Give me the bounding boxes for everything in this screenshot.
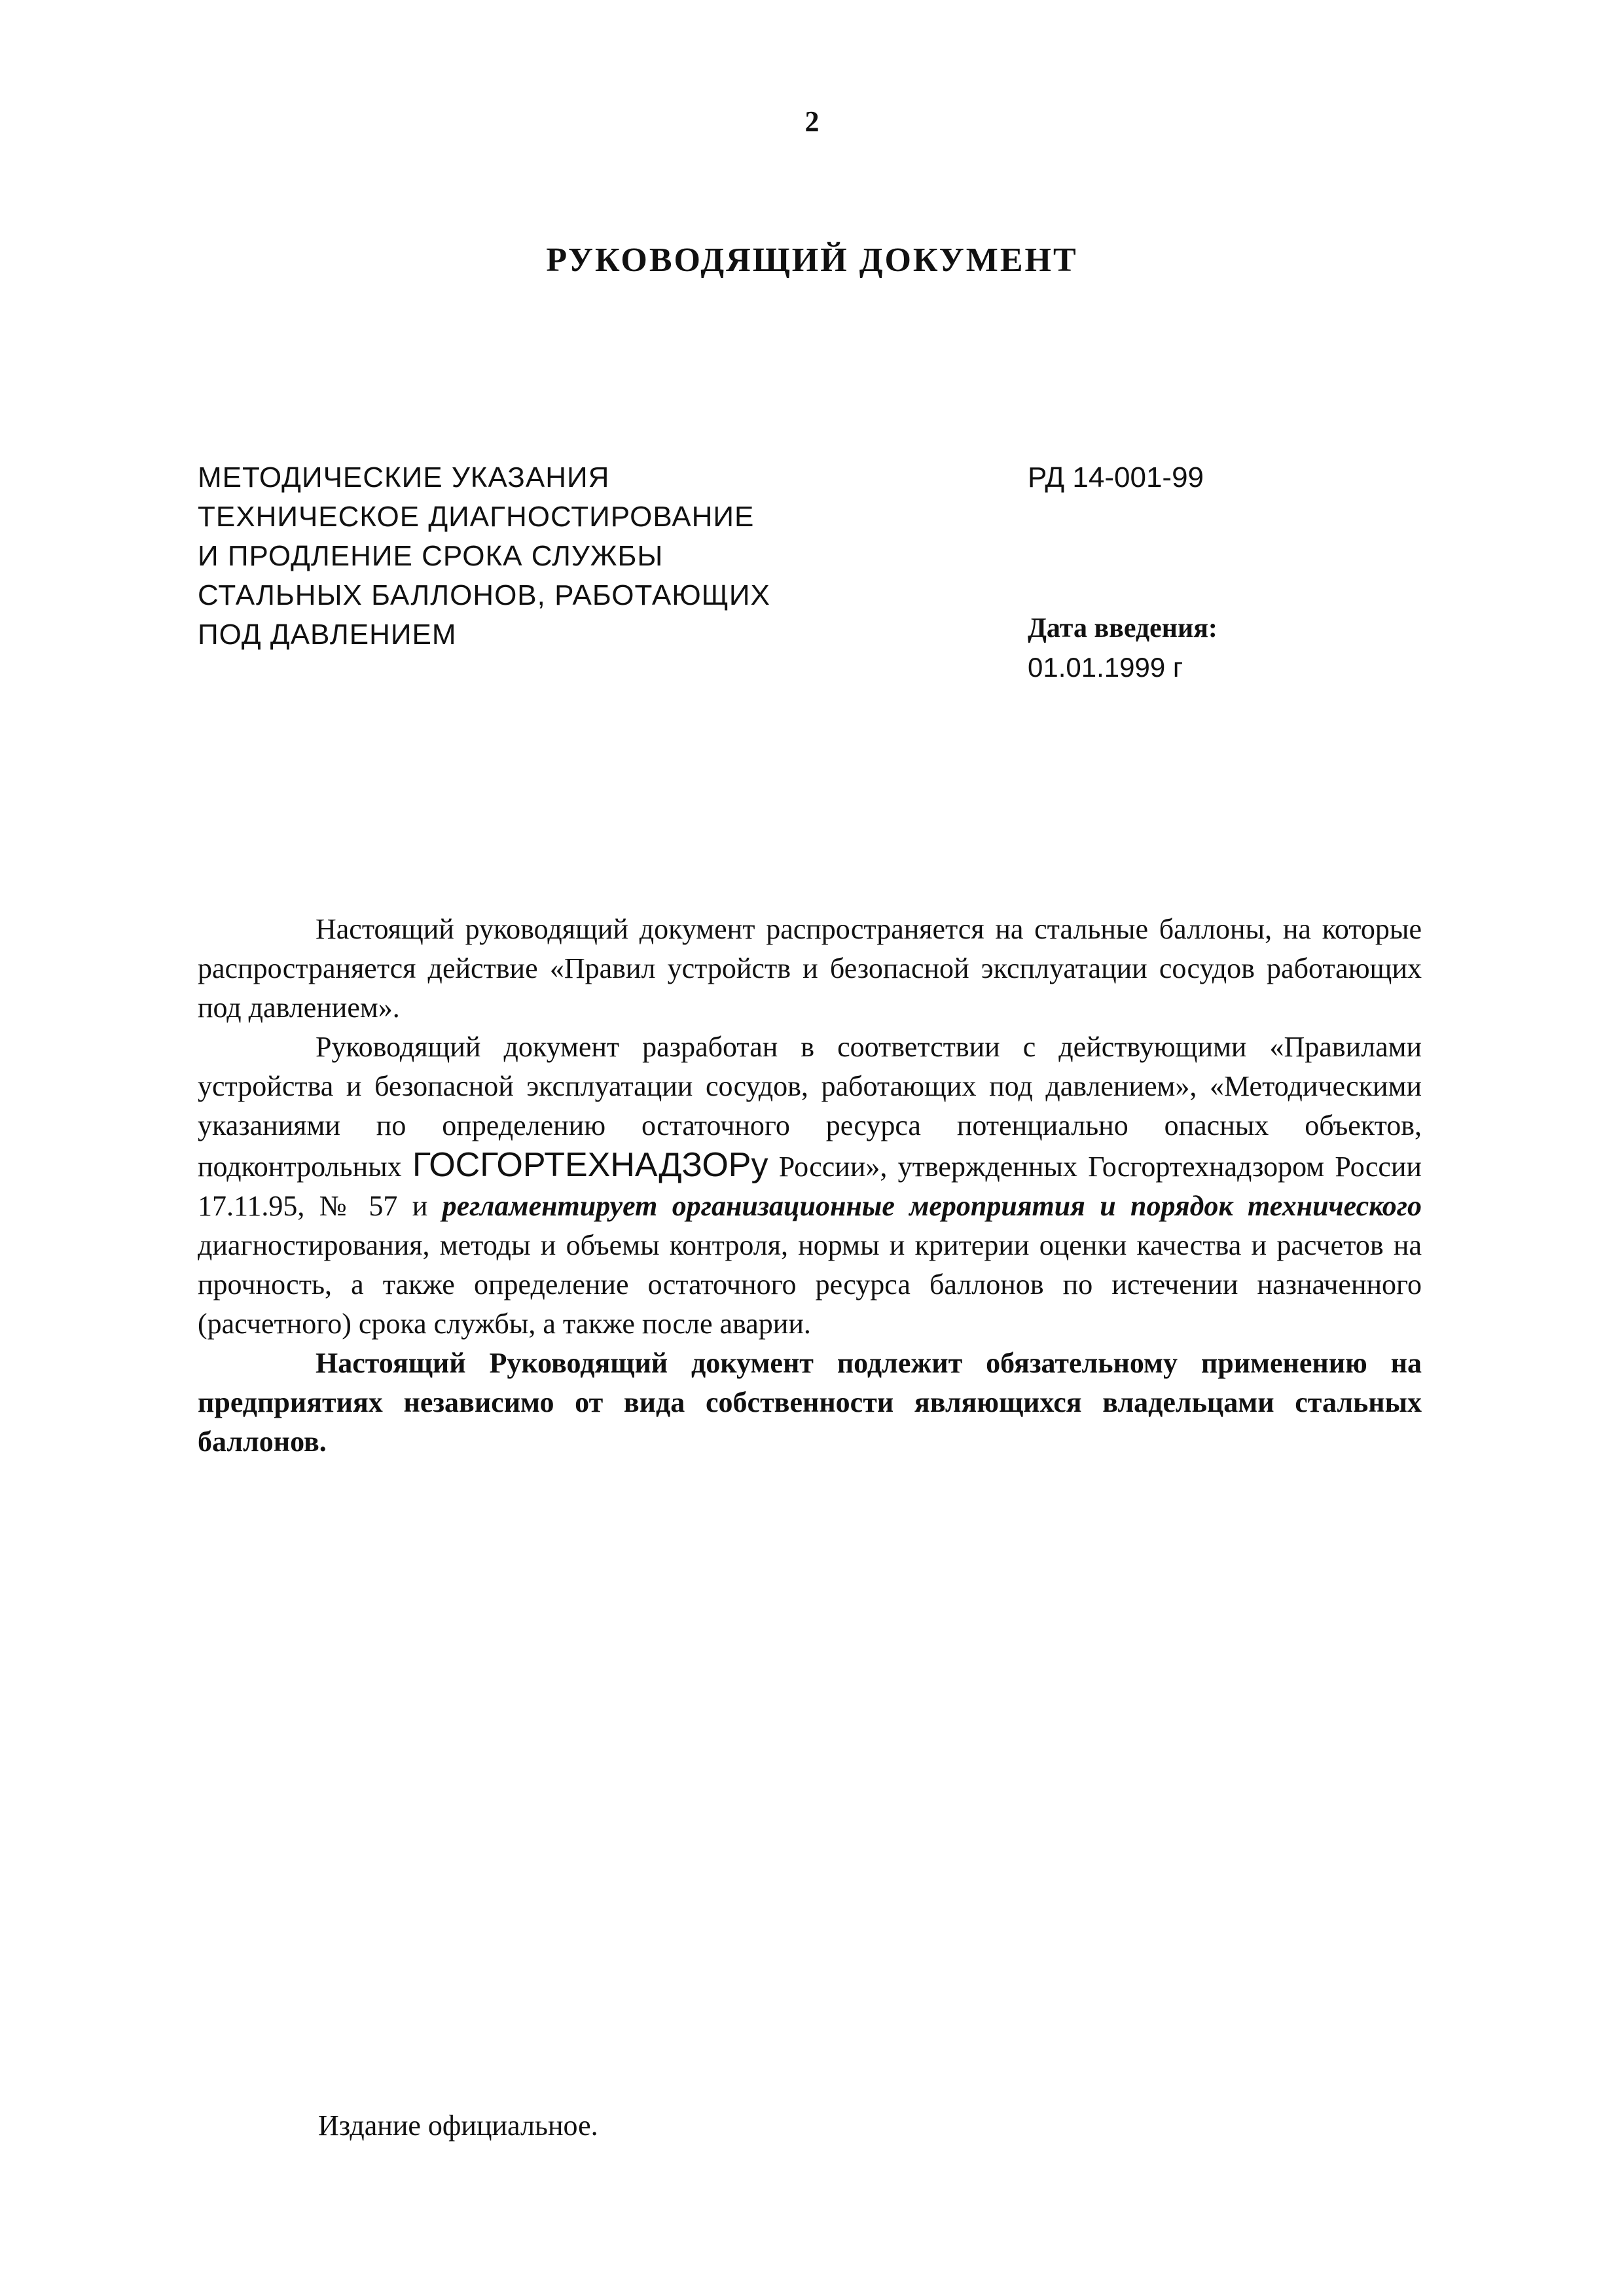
paragraph-basis-text: Руководящий документ разработан в соответствии с действующими «Правилами устройства и безопасной эксплуатации сосудов, работающих под давлением», «Методическими указаниями по определению остаточного ресурса потенциально опасных объектов, подконтрольных xyxy=(198,1031,1422,1183)
paragraph-scope: Настоящий руководящий документ распространяется на стальные баллоны, на которые распространяется действие «Правил устройств и безопасной эксплуатации сосудов работающих под давлением». xyxy=(198,913,1422,1024)
paragraph-basis-emphasis: регламентирует организационные мероприятия и порядок технического xyxy=(442,1190,1422,1222)
page-number: 2 xyxy=(804,105,820,137)
paragraph-basis-text: России», утвержденных Госгортехнадзором России 17.11.95, № 57 и xyxy=(198,1151,1422,1222)
title-line: СТАЛЬНЫХ БАЛЛОНОВ, РАБОТАЮЩИХ xyxy=(198,579,770,611)
agency-name: ГОСГОРТЕХНАДЗОРу xyxy=(412,1146,768,1184)
paragraph-applicability: Настоящий Руководящий документ подлежит обязательному применению на предприятиях независимо от вида собственности являющихся владельцами стальных баллонов. xyxy=(198,1347,1422,1458)
document-code: РД 14-001-99 xyxy=(1028,461,1204,493)
title-line: И ПРОДЛЕНИЕ СРОКА СЛУЖБЫ xyxy=(198,540,664,572)
title-line: ТЕХНИЧЕСКОЕ ДИАГНОСТИРОВАНИЕ xyxy=(198,501,755,533)
title-line: ПОД ДАВЛЕНИЕМ xyxy=(198,619,457,651)
paragraph-basis-text: диагностирования, методы и объемы контроля, нормы и критерии оценки качества и расчетов на прочность, а также определение остаточного ресурса баллонов по истечении назначенного (расчетного) срока службы, а также после аварии. xyxy=(198,1229,1422,1340)
body-text xyxy=(198,910,1422,1462)
intro-date-value: 01.01.1999 г xyxy=(1028,652,1183,683)
document-heading: РУКОВОДЯЩИЙ ДОКУМЕНТ xyxy=(546,242,1078,279)
paragraph-basis xyxy=(198,1028,1422,1344)
intro-date-label: Дата введения: xyxy=(1028,613,1218,643)
title-line: МЕТОДИЧЕСКИЕ УКАЗАНИЯ xyxy=(198,461,610,493)
official-edition-note: Издание официальное. xyxy=(318,2109,598,2142)
document-title-block xyxy=(198,458,852,655)
